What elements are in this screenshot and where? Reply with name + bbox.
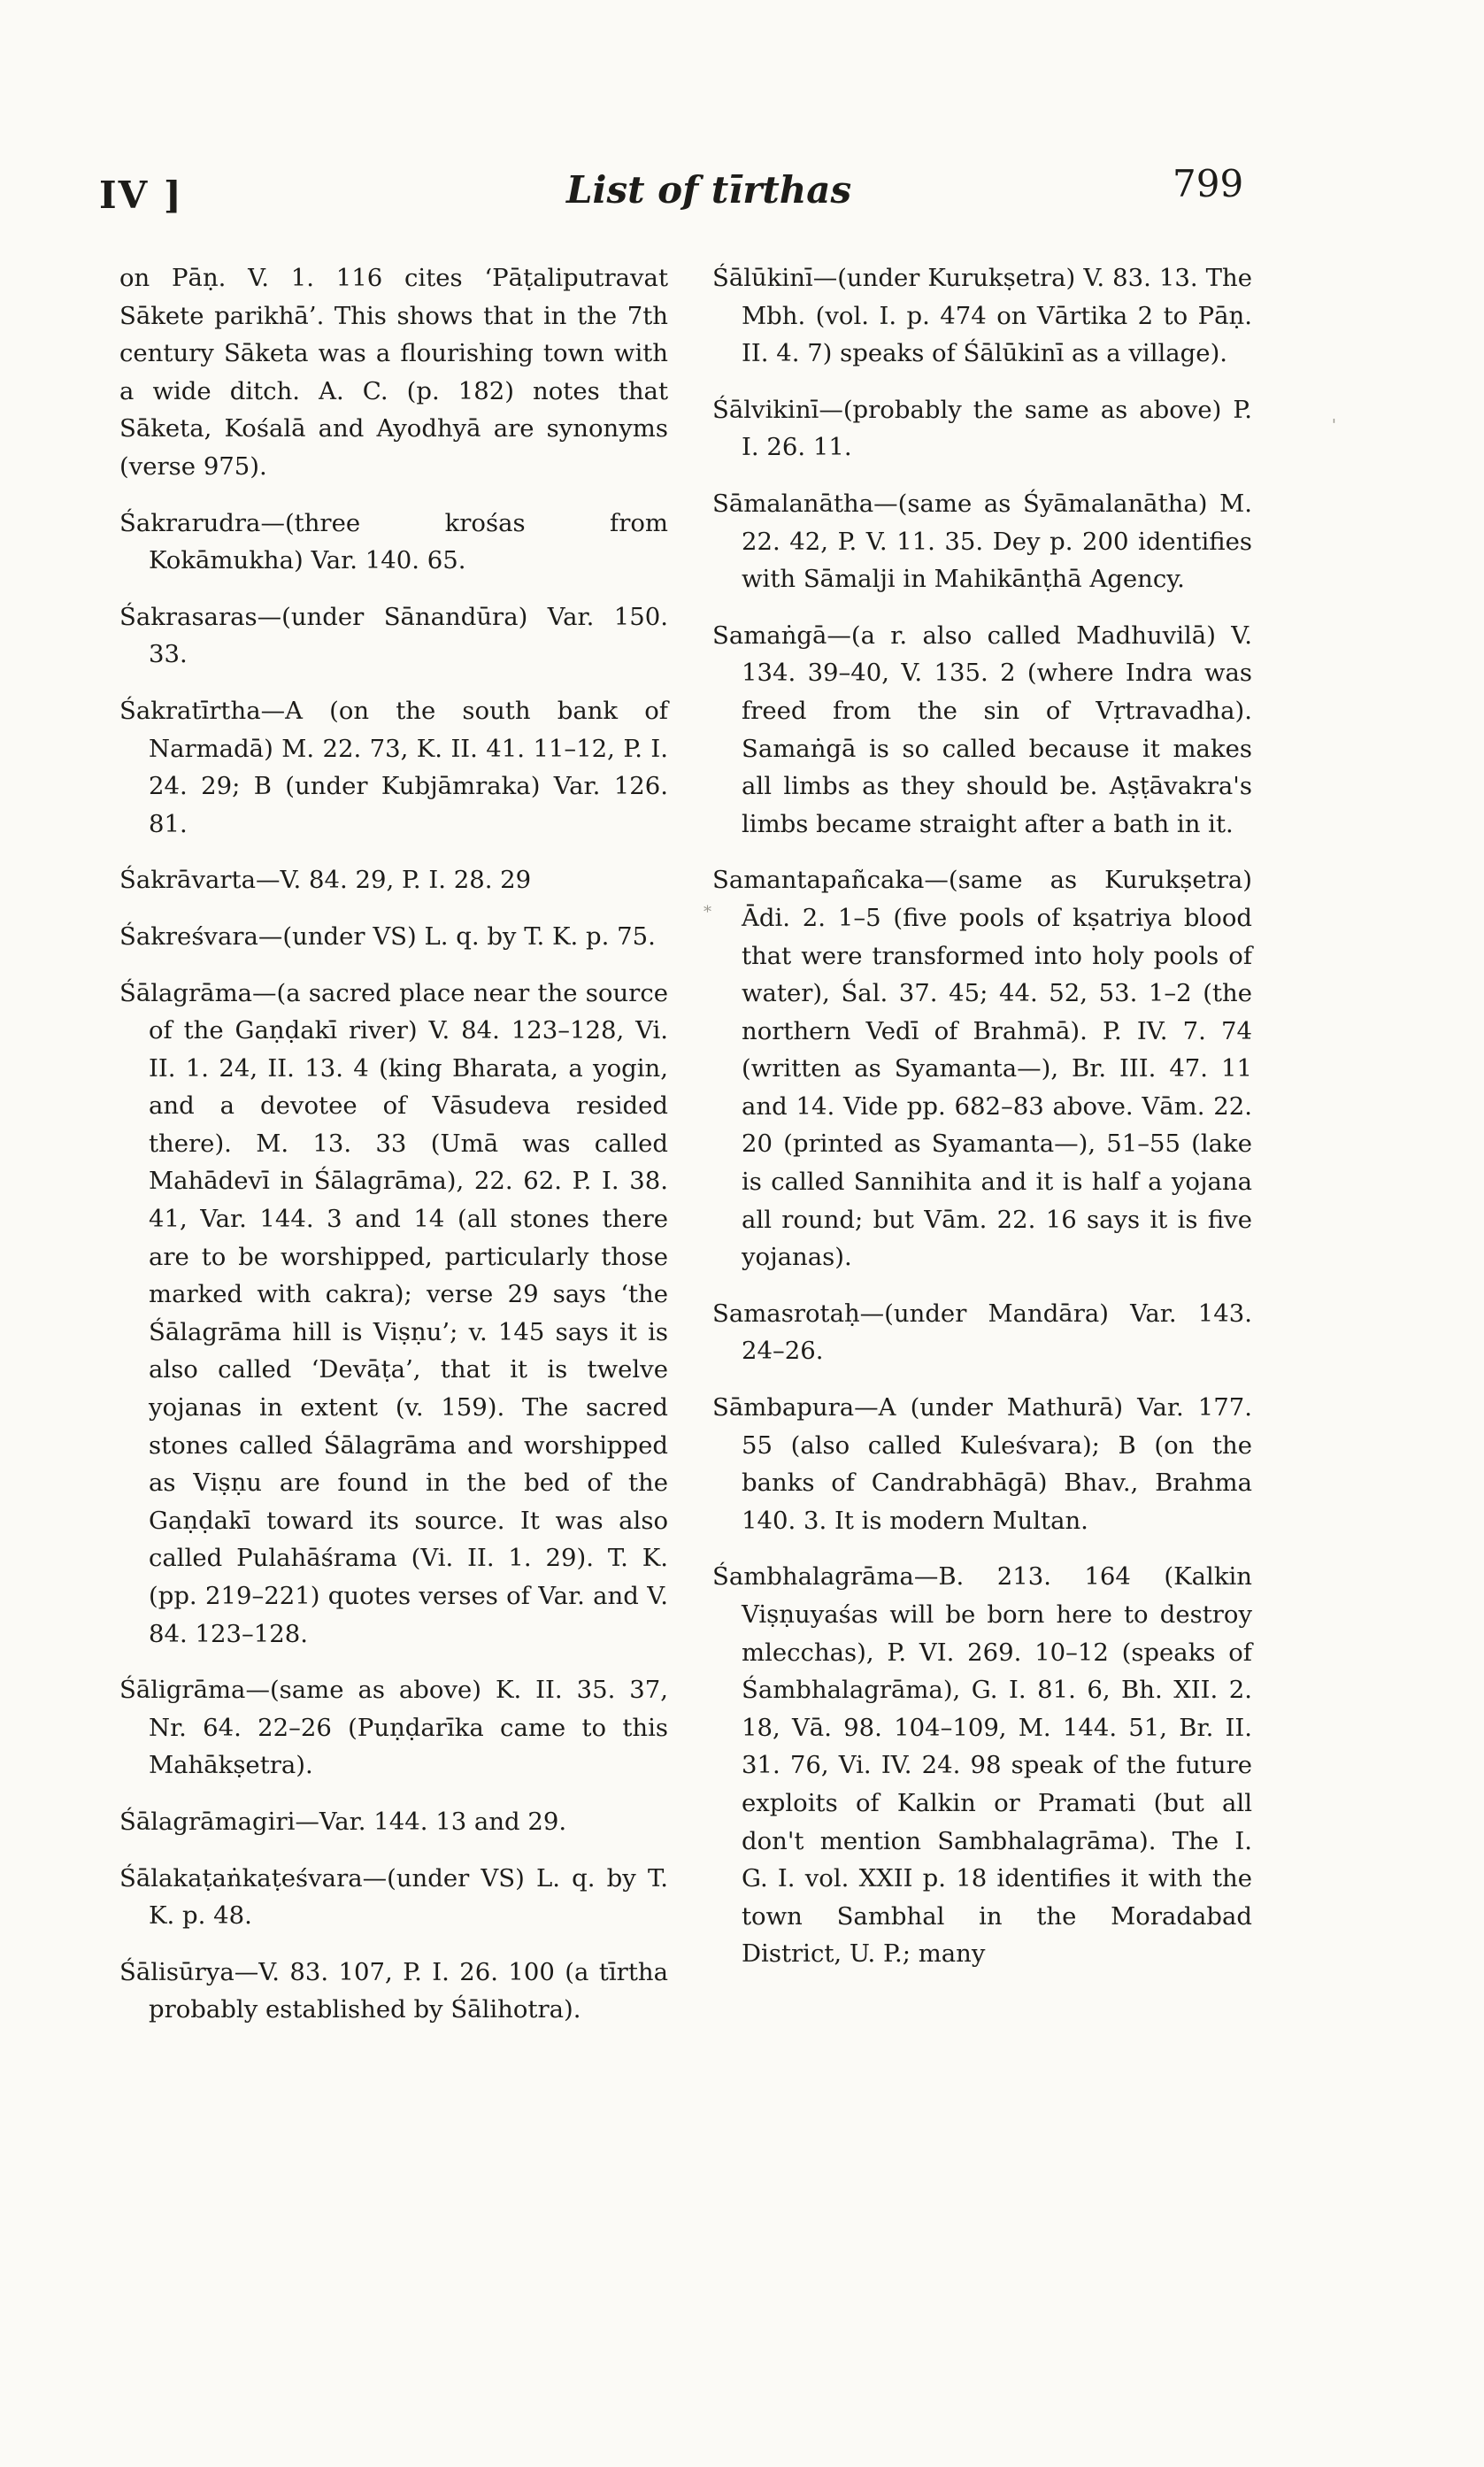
entry-salagrama: Śālagrāma—(a sacred place near the source of the Gaṇḍakī river) V. 84. 123–128, Vi. II. 1. 24, II. 13. 4 (king Bharata, a yogin, and a devotee of Vāsudeva resided there). M. 13. 33 (Umā was called Mahādevī in Śālagrāma), 22. 62. P. I. 38. 41, Var. 144. 3 and 14 (all stones there are to be worshipped, particularly those marked with cakra); verse 29 says ‘the Śālagrāma hill is Viṣṇu’; v. 145 says it is also called ‘Devāṭa’, that it is twelve yojanas in extent (v. 159). The sacred stones called Śālagrāma and worshipped as Viṣṇu are found in the bed of the Gaṇḍakī toward its source. It was also called Pulahāśrama (Vi. II. 1. 29). T. K. (pp. 219–221) quotes verses of Var. and V. 84. 123–128.: [119, 978, 668, 1648]
page-header: [0, 0, 1484, 230]
left-column: [119, 259, 668, 2047]
entry-samalanatha: Sāmalanātha—(same as Śyāmalanātha) M. 22. 42, P. V. 11. 35. Dey p. 200 identifies with Sāmalji in Mahikānṭhā Agency.: [712, 489, 1252, 594]
running-title: List of tīrthas: [566, 168, 852, 212]
entry-sambapura: Sāmbapura—A (under Mathurā) Var. 177. 55 (also called Kuleśvara); B (on the banks of Candrabhāgā) Bhav., Brahma 140. 3. It is modern Multan.: [712, 1393, 1252, 1535]
entry-salagramagiri: Śālagrāmagiri—Var. 144. 13 and 29.: [119, 1807, 567, 1836]
entry-sakratirtha: Śakratīrtha—A (on the south bank of Narmadā) M. 22. 73, K. II. 41. 11–12, P. I. 24. 29; B (under Kubjāmraka) Var. 126. 81.: [119, 696, 668, 838]
right-column: [712, 259, 1252, 1992]
entry-samanga: Samaṅgā—(a r. also called Madhuvilā) V. 134. 39–40, V. 135. 2 (where Indra was freed from the sin of Vṛtravadha). Samaṅgā is so called because it makes all limbs as they should be. Aṣṭāvakra's limbs became straight after a bath in it.: [712, 621, 1252, 838]
entry-sakrasaras: Śakrasaras—(under Sānandūra) Var. 150. 33.: [119, 602, 668, 669]
entry-salvikini: Śālvikinī—(probably the same as above) P. I. 26. 11.: [712, 395, 1252, 462]
entry-salukini: Śālūkinī—(under Kurukṣetra) V. 83. 13. The Mbh. (vol. I. p. 474 on Vārtika 2 to Pāṇ. II. 4. 7) speaks of Śālūkinī as a village).: [712, 264, 1252, 368]
entry-salisurya: Śālisūrya—V. 83. 107, P. I. 26. 100 (a tīrtha probably established by Śālihotra).: [119, 1957, 668, 2024]
print-speck: *: [704, 903, 711, 921]
page-number: 799: [1173, 162, 1244, 205]
entry-sambhalagrama: Śambhalagrāma—B. 213. 164 (Kalkin Viṣṇuyaśas will be born here to destroy mlecchas), P. VI. 269. 10–12 (speaks of Śambhalagrāma), G. I. 81. 6, Bh. XII. 2. 18, Vā. 98. 104–109, M. 144. 51, Br. II. 31. 76, Vi. IV. 24. 98 speak of the future exploits of Kalkin or Pramati (but all don't mention Sambhalagrāma). The I. G. I. vol. XXII p. 18 identifies it with the town Sambhal in the Moradabad District, U. P.; many: [712, 1562, 1252, 1969]
entry-samasrotah: Samasrotaḥ—(under Mandāra) Var. 143. 24–26.: [712, 1299, 1252, 1366]
entry-saligrama: Śāligrāma—(same as above) K. II. 35. 37, Nr. 64. 22–26 (Puṇḍarīka came to this Mahākṣetra).: [119, 1676, 668, 1780]
entry-sakresvara: Śakreśvara—(under VS) L. q. by T. K. p. 75.: [119, 921, 656, 951]
entry-samantapancaka: Samantapañcaka—(same as Kurukṣetra) Ādi. 2. 1–5 (five pools of kṣatriya blood that were transformed into holy pools of water), Śal. 37. 45; 44. 52, 53. 1–2 (the northern Vedī of Brahmā). P. IV. 7. 74 (written as Syamanta—), Br. III. 47. 11 and 14. Vide pp. 682–83 above. Vām. 22. 20 (printed as Syamanta—), 51–55 (lake is called Sannihita and it is half a yojana all round; but Vām. 22. 16 says it is five yojanas).: [712, 866, 1252, 1272]
entry-continuation: on Pāṇ. V. 1. 116 cites ‘Pāṭaliputravat Sākete parikhā’. This shows that in the 7th century Sāketa was a flourishing town with a wide ditch. A. C. (p. 182) notes that Sāketa, Kośalā and Ayodhyā are synonyms (verse 975).: [119, 264, 668, 481]
print-speck: ': [1332, 416, 1336, 435]
chapter-marker: IV ]: [99, 173, 183, 217]
entry-sakravarta: Śakrāvarta—V. 84. 29, P. I. 28. 29: [119, 866, 532, 895]
entry-salakatankatesvara: Śālakaṭaṅkaṭeśvara—(under VS) L. q. by T. K. p. 48.: [119, 1863, 668, 1931]
entry-sakrarudra: Śakrarudra—(three krośas from Kokāmukha) Var. 140. 65.: [119, 508, 668, 575]
